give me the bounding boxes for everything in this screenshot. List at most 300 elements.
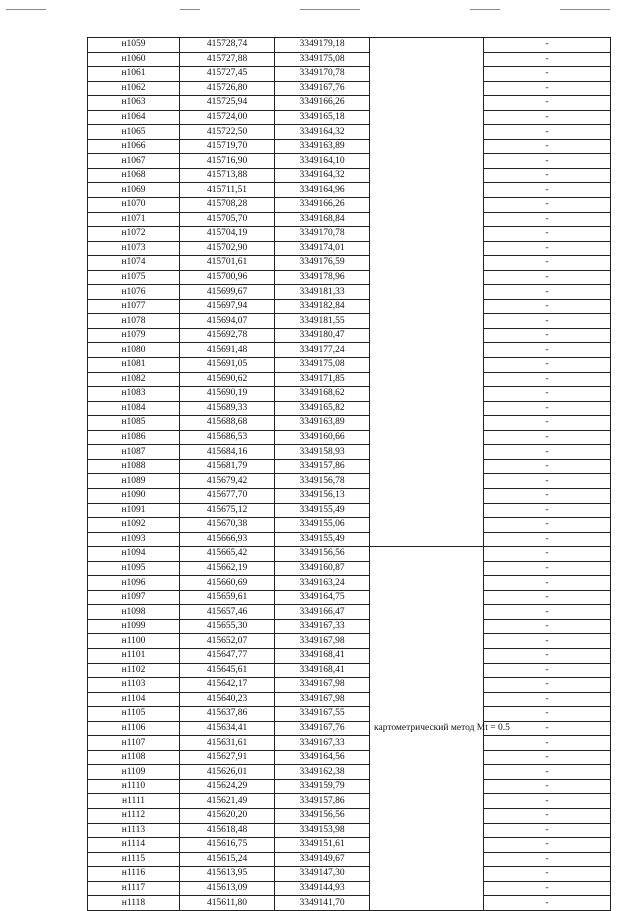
x-coordinate-cell: 415716,90 [180,154,275,169]
precision-cell: - [484,896,611,911]
x-coordinate-cell: 415702,90 [180,241,275,256]
precision-cell: - [484,139,611,154]
x-coordinate-cell: 415675,12 [180,503,275,518]
y-coordinate-cell: 3349164,10 [275,154,370,169]
point-name-cell: н1117 [88,881,180,896]
table-row [88,96,611,111]
point-name-cell: н1088 [88,459,180,474]
precision-cell: - [484,328,611,343]
x-coordinate-cell: 415659,61 [180,590,275,605]
x-coordinate-cell: 415666,93 [180,532,275,547]
x-coordinate-cell: 415692,78 [180,328,275,343]
y-coordinate-cell: 3349181,55 [275,314,370,329]
point-name-cell: н1091 [88,503,180,518]
x-coordinate-cell: 415686,53 [180,430,275,445]
table-row [88,474,611,489]
precision-cell: - [484,692,611,707]
point-name-cell: н1111 [88,794,180,809]
point-name-cell: н1085 [88,416,180,431]
table-row [88,459,611,474]
table-row [88,852,611,867]
x-coordinate-cell: 415624,29 [180,779,275,794]
x-coordinate-cell: 415727,45 [180,67,275,82]
table-row [88,823,611,838]
precision-cell: - [484,67,611,82]
precision-cell: - [484,634,611,649]
point-name-cell: н1062 [88,81,180,96]
precision-cell: - [484,285,611,300]
x-coordinate-cell: 415640,23 [180,692,275,707]
point-name-cell: н1075 [88,270,180,285]
precision-cell: - [484,343,611,358]
table-row [88,241,611,256]
precision-cell: - [484,96,611,111]
y-coordinate-cell: 3349159,79 [275,779,370,794]
table-row [88,183,611,198]
point-name-cell: н1078 [88,314,180,329]
table-row [88,416,611,431]
table-row [88,52,611,67]
precision-cell: - [484,474,611,489]
table-row [88,881,611,896]
table-row [88,736,611,751]
precision-cell: - [484,779,611,794]
x-coordinate-cell: 415689,33 [180,401,275,416]
precision-cell: - [484,430,611,445]
y-coordinate-cell: 3349157,86 [275,459,370,474]
x-coordinate-cell: 415701,61 [180,256,275,271]
y-coordinate-cell: 3349167,76 [275,721,370,736]
point-name-cell: н1102 [88,663,180,678]
point-name-cell: н1114 [88,838,180,853]
precision-cell: - [484,110,611,125]
precision-cell: - [484,794,611,809]
point-name-cell: н1065 [88,125,180,140]
table-row [88,154,611,169]
x-coordinate-cell: 415662,19 [180,561,275,576]
table-row [88,663,611,678]
y-coordinate-cell: 3349164,96 [275,183,370,198]
table-row [88,838,611,853]
x-coordinate-cell: 415713,88 [180,168,275,183]
point-name-cell: н1060 [88,52,180,67]
method-label: картометрический метод Mt = 0.5 [374,722,510,733]
y-coordinate-cell: 3349158,93 [275,445,370,460]
table-row [88,212,611,227]
x-coordinate-cell: 415690,62 [180,372,275,387]
table-row [88,678,611,693]
x-coordinate-cell: 415677,70 [180,488,275,503]
y-coordinate-cell: 3349163,89 [275,416,370,431]
precision-cell: - [484,808,611,823]
precision-cell: - [484,838,611,853]
table-row [88,896,611,911]
point-name-cell: н1059 [88,38,180,53]
x-coordinate-cell: 415684,16 [180,445,275,460]
point-name-cell: н1071 [88,212,180,227]
table-row [88,270,611,285]
y-coordinate-cell: 3349168,41 [275,648,370,663]
precision-cell: - [484,619,611,634]
y-coordinate-cell: 3349181,33 [275,285,370,300]
y-coordinate-cell: 3349164,32 [275,125,370,140]
table-row [88,38,611,53]
table-row [88,648,611,663]
y-coordinate-cell: 3349168,62 [275,387,370,402]
precision-cell: - [484,372,611,387]
x-coordinate-cell: 415627,91 [180,750,275,765]
y-coordinate-cell: 3349180,47 [275,328,370,343]
x-coordinate-cell: 415688,68 [180,416,275,431]
x-coordinate-cell: 415711,51 [180,183,275,198]
x-coordinate-cell: 415660,69 [180,576,275,591]
x-coordinate-cell: 415727,88 [180,52,275,67]
precision-cell: - [484,387,611,402]
point-name-cell: н1089 [88,474,180,489]
y-coordinate-cell: 3349167,33 [275,736,370,751]
y-coordinate-cell: 3349165,18 [275,110,370,125]
precision-cell: - [484,707,611,722]
point-name-cell: н1063 [88,96,180,111]
y-coordinate-cell: 3349167,98 [275,634,370,649]
y-coordinate-cell: 3349179,18 [275,38,370,53]
table-row [88,634,611,649]
table-row [88,561,611,576]
point-name-cell: н1066 [88,139,180,154]
x-coordinate-cell: 415725,94 [180,96,275,111]
x-coordinate-cell: 415618,48 [180,823,275,838]
y-coordinate-cell: 3349156,78 [275,474,370,489]
table-row [88,387,611,402]
y-coordinate-cell: 3349167,76 [275,81,370,96]
y-coordinate-cell: 3349174,01 [275,241,370,256]
point-name-cell: н1077 [88,299,180,314]
table-row [88,198,611,213]
x-coordinate-cell: 415699,67 [180,285,275,300]
point-name-cell: н1106 [88,721,180,736]
y-coordinate-cell: 3349155,49 [275,503,370,518]
y-coordinate-cell: 3349163,89 [275,139,370,154]
x-coordinate-cell: 415645,61 [180,663,275,678]
point-name-cell: н1105 [88,707,180,722]
y-coordinate-cell: 3349168,84 [275,212,370,227]
point-name-cell: н1076 [88,285,180,300]
point-name-cell: н1116 [88,867,180,882]
precision-cell: - [484,576,611,591]
precision-cell: - [484,299,611,314]
y-coordinate-cell: 3349175,08 [275,358,370,373]
point-name-cell: н1109 [88,765,180,780]
table-row [88,343,611,358]
table-row [88,779,611,794]
x-coordinate-cell: 415613,09 [180,881,275,896]
point-name-cell: н1108 [88,750,180,765]
point-name-cell: н1084 [88,401,180,416]
x-coordinate-cell: 415652,07 [180,634,275,649]
point-name-cell: н1101 [88,648,180,663]
y-coordinate-cell: 3349164,56 [275,750,370,765]
y-coordinate-cell: 3349167,33 [275,619,370,634]
precision-cell: - [484,561,611,576]
precision-cell: - [484,765,611,780]
point-name-cell: н1098 [88,605,180,620]
method-cell [370,547,510,911]
table-row [88,299,611,314]
x-coordinate-cell: 415657,46 [180,605,275,620]
table-row [88,750,611,765]
x-coordinate-cell: 415705,70 [180,212,275,227]
point-name-cell: н1100 [88,634,180,649]
precision-cell: - [484,52,611,67]
y-coordinate-cell: 3349160,66 [275,430,370,445]
table-row [88,808,611,823]
table-row [88,867,611,882]
y-coordinate-cell: 3349162,38 [275,765,370,780]
x-coordinate-cell: 415634,41 [180,721,275,736]
precision-cell: - [484,154,611,169]
x-coordinate-cell: 415708,28 [180,198,275,213]
point-name-cell: н1061 [88,67,180,82]
y-coordinate-cell: 3349149,67 [275,852,370,867]
point-name-cell: н1113 [88,823,180,838]
table-row [88,445,611,460]
x-coordinate-cell: 415647,77 [180,648,275,663]
x-coordinate-cell: 415691,05 [180,358,275,373]
point-name-cell: н1064 [88,110,180,125]
precision-cell: - [484,532,611,547]
y-coordinate-cell: 3349156,13 [275,488,370,503]
x-coordinate-cell: 415655,30 [180,619,275,634]
table-row [88,67,611,82]
x-coordinate-cell: 415726,80 [180,81,275,96]
precision-cell: - [484,518,611,533]
precision-cell: - [484,721,611,736]
precision-cell: - [484,401,611,416]
y-coordinate-cell: 3349176,59 [275,256,370,271]
x-coordinate-cell: 415626,01 [180,765,275,780]
x-coordinate-cell: 415722,50 [180,125,275,140]
precision-cell: - [484,823,611,838]
table-row [88,518,611,533]
table-row [88,139,611,154]
y-coordinate-cell: 3349170,78 [275,67,370,82]
y-coordinate-cell: 3349157,86 [275,794,370,809]
table-row [88,110,611,125]
x-coordinate-cell: 415670,38 [180,518,275,533]
precision-cell: - [484,678,611,693]
table-row [88,328,611,343]
point-name-cell: н1090 [88,488,180,503]
table-row [88,576,611,591]
point-name-cell: н1073 [88,241,180,256]
x-coordinate-cell: 415620,20 [180,808,275,823]
x-coordinate-cell: 415719,70 [180,139,275,154]
precision-cell: - [484,81,611,96]
point-name-cell: н1107 [88,736,180,751]
x-coordinate-cell: 415679,42 [180,474,275,489]
scan-artifact [6,9,46,10]
precision-cell: - [484,750,611,765]
precision-cell: - [484,852,611,867]
y-coordinate-cell: 3349156,56 [275,547,370,562]
precision-cell: - [484,445,611,460]
precision-cell: - [484,358,611,373]
x-coordinate-cell: 415724,00 [180,110,275,125]
point-name-cell: н1068 [88,168,180,183]
precision-cell: - [484,488,611,503]
table-row [88,503,611,518]
point-name-cell: н1087 [88,445,180,460]
x-coordinate-cell: 415611,80 [180,896,275,911]
precision-cell: - [484,605,611,620]
table-row [88,794,611,809]
y-coordinate-cell: 3349178,96 [275,270,370,285]
y-coordinate-cell: 3349177,24 [275,343,370,358]
point-name-cell: н1086 [88,430,180,445]
x-coordinate-cell: 415665,42 [180,547,275,562]
table-row [88,547,611,562]
point-name-cell: н1118 [88,896,180,911]
x-coordinate-cell: 415700,96 [180,270,275,285]
y-coordinate-cell: 3349163,24 [275,576,370,591]
point-name-cell: н1093 [88,532,180,547]
coordinates-table-body [88,38,611,911]
y-coordinate-cell: 3349175,08 [275,52,370,67]
x-coordinate-cell: 415681,79 [180,459,275,474]
table-row [88,372,611,387]
point-name-cell: н1112 [88,808,180,823]
precision-cell: - [484,459,611,474]
y-coordinate-cell: 3349160,87 [275,561,370,576]
table-row [88,590,611,605]
point-name-cell: н1097 [88,590,180,605]
table-row [88,765,611,780]
precision-cell: - [484,38,611,53]
x-coordinate-cell: 415704,19 [180,227,275,242]
x-coordinate-cell: 415642,17 [180,678,275,693]
scan-artifact [560,9,610,10]
point-name-cell: н1082 [88,372,180,387]
point-name-cell: н1083 [88,387,180,402]
y-coordinate-cell: 3349156,56 [275,808,370,823]
table-row [88,314,611,329]
precision-cell: - [484,590,611,605]
y-coordinate-cell: 3349147,30 [275,867,370,882]
precision-cell: - [484,168,611,183]
point-name-cell: н1095 [88,561,180,576]
scan-artifact [180,9,200,10]
y-coordinate-cell: 3349167,55 [275,707,370,722]
table-row [88,401,611,416]
precision-cell: - [484,867,611,882]
x-coordinate-cell: 415697,94 [180,299,275,314]
point-name-cell: н1099 [88,619,180,634]
y-coordinate-cell: 3349182,84 [275,299,370,314]
precision-cell: - [484,241,611,256]
x-coordinate-cell: 415728,74 [180,38,275,53]
table-row [88,692,611,707]
point-name-cell: н1069 [88,183,180,198]
y-coordinate-cell: 3349166,26 [275,198,370,213]
precision-cell: - [484,198,611,213]
y-coordinate-cell: 3349168,41 [275,663,370,678]
scan-artifact [470,9,500,10]
precision-cell: - [484,270,611,285]
precision-cell: - [484,314,611,329]
y-coordinate-cell: 3349171,85 [275,372,370,387]
x-coordinate-cell: 415631,61 [180,736,275,751]
method-cell [370,38,484,547]
point-name-cell: н1096 [88,576,180,591]
precision-cell: - [484,183,611,198]
y-coordinate-cell: 3349167,98 [275,678,370,693]
x-coordinate-cell: 415690,19 [180,387,275,402]
y-coordinate-cell: 3349141,70 [275,896,370,911]
y-coordinate-cell: 3349166,47 [275,605,370,620]
point-name-cell: н1070 [88,198,180,213]
table-row [88,488,611,503]
x-coordinate-cell: 415613,95 [180,867,275,882]
point-name-cell: н1081 [88,358,180,373]
table-row [88,532,611,547]
y-coordinate-cell: 3349151,61 [275,838,370,853]
precision-cell: - [484,227,611,242]
precision-cell: - [484,212,611,227]
table-row [88,605,611,620]
y-coordinate-cell: 3349155,06 [275,518,370,533]
y-coordinate-cell: 3349144,93 [275,881,370,896]
point-name-cell: н1072 [88,227,180,242]
x-coordinate-cell: 415691,48 [180,343,275,358]
precision-cell: - [484,881,611,896]
scan-artifact [300,9,360,10]
precision-cell: - [484,648,611,663]
x-coordinate-cell: 415637,86 [180,707,275,722]
table-row [88,168,611,183]
point-name-cell: н1094 [88,547,180,562]
table-row [88,721,611,736]
y-coordinate-cell: 3349170,78 [275,227,370,242]
precision-cell: - [484,663,611,678]
table-row [88,707,611,722]
y-coordinate-cell: 3349167,98 [275,692,370,707]
y-coordinate-cell: 3349165,82 [275,401,370,416]
point-name-cell: н1067 [88,154,180,169]
table-row [88,81,611,96]
precision-cell: - [484,416,611,431]
point-name-cell: н1115 [88,852,180,867]
point-name-cell: н1080 [88,343,180,358]
x-coordinate-cell: 415616,75 [180,838,275,853]
precision-cell: - [484,503,611,518]
coordinates-table [87,37,611,911]
table-row [88,285,611,300]
point-name-cell: н1110 [88,779,180,794]
point-name-cell: н1103 [88,678,180,693]
y-coordinate-cell: 3349155,49 [275,532,370,547]
precision-cell: - [484,256,611,271]
table-row [88,256,611,271]
y-coordinate-cell: 3349153,98 [275,823,370,838]
y-coordinate-cell: 3349164,32 [275,168,370,183]
table-row [88,430,611,445]
x-coordinate-cell: 415621,49 [180,794,275,809]
table-row [88,619,611,634]
point-name-cell: н1079 [88,328,180,343]
precision-cell: - [484,125,611,140]
table-row [88,358,611,373]
point-name-cell: н1104 [88,692,180,707]
